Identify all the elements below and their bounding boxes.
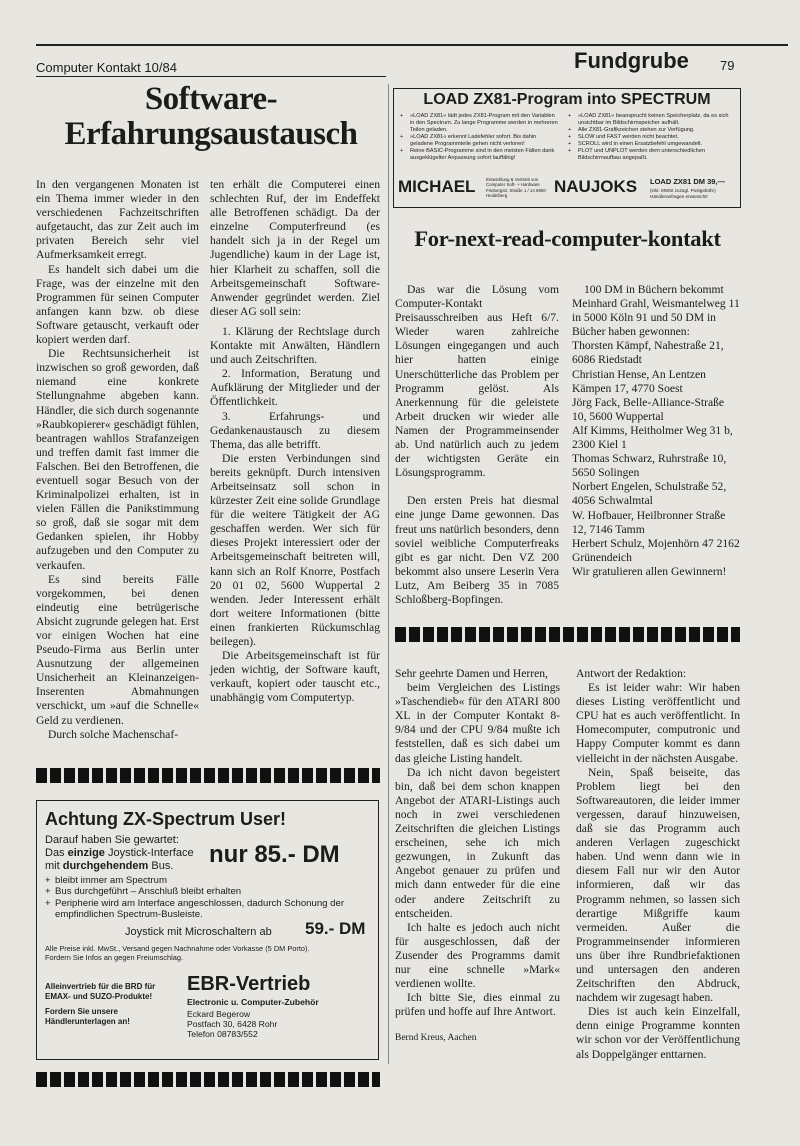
ad-ebr-left-info bbox=[45, 982, 170, 1026]
ad-ebr-headline: Achtung ZX-Spectrum User! bbox=[45, 809, 287, 829]
ad-ebr-bullets bbox=[45, 875, 365, 921]
ad-ebr-notes bbox=[45, 944, 370, 962]
winner: W. Hofbauer, Heilbronner Straße 12, 7146 Tamm bbox=[572, 508, 726, 536]
ad-ebr bbox=[36, 800, 379, 1060]
ad-ebr-intro-line2: Das einzige Joystick-Interface bbox=[45, 847, 194, 859]
ad-zx81-name-first: MICHAEL bbox=[398, 177, 476, 196]
top-rule bbox=[36, 44, 788, 46]
reply-heading: Antwort der Redaktion: bbox=[576, 667, 687, 680]
ad-zx81 bbox=[393, 88, 741, 208]
article1-title-line2: Erfahrungsaustausch bbox=[64, 116, 358, 152]
ad-ebr-company: EBR-Vertrieb bbox=[187, 973, 311, 995]
paragraph: Es handelt sich dabei um die Frage, was der einzelne mit den Programmen für seinen Computer anfangen kann bzw. ob diese Software getauscht, verkauft oder kopiert werden darf. bbox=[36, 262, 199, 347]
paragraph: Es ist leider wahr: Wir haben dieses Listing veröffentlicht und CPU hat es auch veröffentlicht. In Homecomputer, computronic und Happy Computer kommt es dann vielleicht in der nächsten Ausgabe. bbox=[576, 681, 740, 765]
ad-zx81-right-list bbox=[568, 113, 734, 162]
closing: Wir gratulieren allen Gewinnern! bbox=[572, 564, 727, 578]
list-item: + bleibt immer am Spectrum bbox=[45, 875, 167, 886]
paragraph: Die Rechtsunsicherheit ist inzwischen so groß geworden, daß niemand eine konkrete Stellungnahme abgeben kann. Händler, die sich durch sogenannte »Raubkopierer« geschädigt fühlen, beantragen wahllos Strafanzeigen und treffen damit fast immer die Falschen. Bei den Betroffenen, die eventuell sogar Besuch von der Kriminalpolizei erhalten, ist in vielen Fällen die Panikstimmung so groß, daß sie sogar mit dem Gedanken spielen, ihr Hobby aufzugeben und den Computer zu verkaufen. bbox=[36, 347, 199, 572]
paragraph: 100 DM in Büchern bekommt Meinhard Grahl, Weismantelweg 11 in 5000 Köln 91 und 50 DM in Bücher haben gewonnen: bbox=[572, 283, 740, 339]
article2-column2 bbox=[572, 283, 740, 579]
ad-zx81-address: Entwicklung & Vertrieb von Computer Soft- + Hardware Friebergstr. Straße 1 / 14 6900 Heidelberg bbox=[486, 177, 546, 199]
signature: Bernd Kreus, Aachen bbox=[395, 1033, 477, 1044]
winner: Alf Kimms, Heitholmer Weg 31 b, 2300 Kiel 1 bbox=[572, 423, 733, 452]
ad-ebr-contact-name: Eckard Begerow bbox=[187, 1009, 251, 1019]
article1-column1 bbox=[36, 178, 199, 742]
header-underline bbox=[36, 76, 386, 77]
ad-ebr-intro-line1: Darauf haben Sie gewartet: bbox=[45, 834, 179, 846]
paragraph: Durch solche Machenschaf- bbox=[48, 727, 179, 741]
article1-title bbox=[36, 82, 386, 152]
winner: Christian Hense, An Lentzen Kämpen 17, 4770 Soest bbox=[572, 367, 706, 395]
ad-ebr-intro bbox=[45, 834, 194, 873]
ad-ebr-note1: Alle Preise inkl. MwSt., Versand gegen Nachnahme oder Vorkasse (5 DM Porto). bbox=[45, 944, 310, 953]
paragraph: beim Vergleichen des Listings »Taschendieb« für den ATARI 800 XL in der Computer Kontakt 8-9/84 und der CPU 9/84 mußte ich feststellen, daß es sich dabei um das gleiche Listing handelt. bbox=[395, 681, 560, 765]
ad-ebr-intro-line3: mit durchgehendem Bus. bbox=[45, 860, 174, 872]
ad-ebr-price1: nur 85.- DM bbox=[209, 841, 340, 868]
ad-ebr-contact-address: Postfach 30, 6428 Rohr bbox=[187, 1019, 278, 1030]
ad-ebr-price2-label: Joystick mit Microschaltern ab bbox=[125, 926, 272, 938]
winner: Norbert Engelen, Schulstraße 52, 4056 Schwalmtal bbox=[572, 480, 727, 508]
column-divider bbox=[388, 84, 389, 1064]
list-item: + Alle ZX81-Grafikzeichen stehen zur Verfügung. bbox=[568, 127, 695, 133]
paragraph: Nein, Spaß beiseite, das Problem liegt bei den Softwareautoren, die leider immer vergessen, darauf hinzuweisen, daß sie das Programm auch anderen Verlagen zugeschickt haben. Und wenn dann wie in diesem Fall nur wir den Autor informieren, daß wir das Programm nehmen, so lassen sich derartige Mißgriffe kaum vermeiden. Außer die Programmeinsender informieren uns über ihre Rundbriefaktionen und untersagen den anderen Zeitschriften den Abdruck, nachdem wir zugesagt haben. bbox=[576, 765, 740, 1005]
paragraph: Dies ist auch kein Einzelfall, denn einige Programme konnten wir schon vor der Veröffentlichung als Doppelgänger enttarnen. bbox=[576, 1005, 740, 1061]
ad-zx81-name-last: NAUJOKS bbox=[554, 177, 638, 196]
paragraph: ten erhält die Computerei einen schlechten Ruf, der im Endeffekt alle Betroffenen schädigt. Da der einzelne Computerfreund (es handelt sich ja in der Regel um Jugendliche) kaum in der Lage ist, hier Klarheit zu schaffen, soll die Arbeitsgemeinschaft Software-Anwender gegründet werden. Ziel dieser AG soll sein: bbox=[210, 178, 380, 318]
ad-zx81-title: LOAD ZX81-Program into SPECTRUM bbox=[423, 91, 711, 108]
ad-ebr-company-sub: Electronic u. Computer-Zubehör bbox=[187, 997, 319, 1007]
salutation: Sehr geehrte Damen und Herren, bbox=[395, 667, 548, 680]
winner: Herbert Schulz, Mojenhörn 47 2162 Grünendeich bbox=[572, 536, 740, 564]
paragraph: Das war die Lösung vom Computer-Kontakt Preisausschreiben aus Heft 6/7. Wieder waren zahlreiche Lösungen eingegangen und auch hier hatten einige Unerschütterliche das Problem per Programm gelöst. Als Anerkennung für die geleistete Arbeit drucken wir wieder alle Namen der Programmeinsender ab. Und natürlich auch zu jedem der wichtigsten Geräte ein Lösungsprogramm. bbox=[395, 283, 559, 480]
letter-column1 bbox=[395, 667, 560, 1045]
list-item: 3. Erfahrungs- und Gedankenaustausch zu diesem Thema, das alle betrifft. bbox=[210, 409, 380, 451]
list-item: + Reine BASIC-Programme sind in den meisten Fällen dank ausgeklügelter Anpassung sofort lauffähig! bbox=[400, 148, 555, 161]
ad-ebr-contact bbox=[187, 1009, 277, 1040]
list-item: + »LOAD ZX81« erkennt Ladefehler sofort. Bis dahin geladene Programmteile gehen nicht verloren! bbox=[400, 134, 537, 147]
section-title: Fundgrube bbox=[574, 48, 689, 73]
ad-ebr-left1: Alleinvertrieb für die BRD für EMAX- und SUZO-Produkte! bbox=[45, 982, 156, 1001]
paragraph: In den vergangenen Monaten ist ein Thema immer wieder in den verschiedenen Fachzeitschriften aufgetaucht, das zur Zeit auch im privaten Bereich sehr viel Aufmerksamkeit erregt. bbox=[36, 178, 199, 262]
paragraph: Den ersten Preis hat diesmal eine junge Dame gewonnen. Das freut uns natürlich besonders, denn soviel weibliche Computerfreaks gibt es gar nicht. Den VZ 200 bekommt also unsere Leserin Vera Lutz, Am Beiberg 35 in 7085 Schloßberg-Bopfingen. bbox=[395, 494, 559, 606]
magazine-issue: Computer Kontakt 10/84 bbox=[36, 60, 177, 75]
winner: Jörg Fack, Belle-Alliance-Straße 10, 5600 Wuppertal bbox=[572, 395, 725, 423]
paragraph: Da ich nicht davon begeistert bin, daß bei dem schon knappen Angebot der ATARI-Listings auch noch in zwei verschiedenen Zeitschriften die gleichen Listings erscheinen, sehe ich mich gezwungen, in Zukunft das Angebot genauer zu prüfen und mich dann entweder für die eine oder andere Zeitschrift zu entscheiden. bbox=[395, 765, 560, 920]
list-item: 1. Klärung der Rechtslage durch Kontakte mit Anwälten, Händlern und auch Zeitschriften. bbox=[210, 324, 380, 367]
article2-column1 bbox=[395, 283, 559, 607]
winner: Thorsten Kämpf, Nahestraße 21, 6086 Riedstadt bbox=[572, 339, 724, 367]
ad-zx81-price: LOAD ZX81 DM 39,— bbox=[650, 177, 726, 186]
list-item: + »LOAD ZX81« beansprucht keinen Speicherplatz, da es sich unsichtbar im Bildschirmspeicher aufhält. bbox=[568, 113, 729, 126]
article2-title: For-next-read-computer-kontakt bbox=[414, 226, 721, 251]
ad-zx81-left-list bbox=[400, 113, 558, 162]
list-item: + SLOW und FAST werden nicht beachtet. bbox=[568, 134, 679, 140]
list-item: 2. Information, Beratung und Aufklärung der Mitglieder und der Öffentlichkeit. bbox=[210, 367, 380, 409]
list-item: + Peripherie wird am Interface angeschlossen, dadurch Schonung der empfindlichen Spectrum-Busleiste. bbox=[45, 897, 345, 921]
list-item: + SCROLL wird in einen Ersatzbefehl umgewandelt. bbox=[568, 141, 703, 147]
letter-column2 bbox=[576, 667, 740, 1062]
ad-ebr-note2: Fordern Sie Infos an gegen Freiumschlag. bbox=[45, 953, 184, 962]
paragraph: Die ersten Verbindungen sind bereits geknüpft. Durch intensiven Arbeitseinsatz soll schon in kürzester Zeit eine solide Grundlage für die weitere Tätigkeit der AG geschaffen werden. Wer sich für dieses Projekt interessiert oder der Arbeitsgemeinschaft beitreten will, kann sich an Rolf Knorre, Postfach 20 01 02, 5600 Wuppertal 2 wenden. Jeder Interessent erhält dort weitere Informationen (bitte einen frankierten Rückumschlag beilegen). bbox=[210, 451, 380, 648]
paragraph: Ich bitte Sie, dies einmal zu prüfen und hoffe auf Ihre Antwort. bbox=[395, 991, 560, 1019]
list-item: + PLOT und UNPLOT werden dem unterschiedlichen Bildschirmaufbau angepaßt. bbox=[568, 148, 705, 161]
article1-column2 bbox=[210, 178, 380, 705]
ad-zx81-price-note: (inkl. MWSt zuzügl. Postgebühr) Händleranfragen erwünscht! bbox=[650, 188, 716, 199]
ad-ebr-price2: 59.- DM bbox=[305, 919, 366, 938]
paragraph: Es sind bereits Fälle vorgekommen, bei denen eindeutig eine betrügerische Absicht zugrunde gelegen hat. Erst vor einigen Wochen hat eine Pseudo-Firma aus Berlin unter Ausnutzung der allgemeinen Unsicherheit an Kleinanzeigen-Inserenten Abmahnungen verschickt, um »auf die Schnelle« Geld zu verdienen. bbox=[36, 572, 199, 727]
list-item: + Bus durchgeführt – Anschluß bleibt erhalten bbox=[45, 886, 242, 898]
separator-bar-left-bottom bbox=[36, 1072, 380, 1087]
article1-title-line1: Software- bbox=[144, 81, 278, 117]
separator-bar-right bbox=[395, 627, 740, 642]
paragraph: Ich halte es jedoch auch nicht für ausgeschlossen, daß der Zusender des Programms damit nur eine schnelle »Mark« verdienen wollte. bbox=[395, 920, 560, 991]
separator-bar-left-top bbox=[36, 768, 380, 783]
page-number: 79 bbox=[720, 58, 735, 73]
ad-ebr-left2: Fordern Sie unsere Händlerunterlagen an! bbox=[45, 1007, 130, 1026]
paragraph: Die Arbeitsgemeinschaft ist für jeden wichtig, der Software kauft, verkauft, kopiert oder tauscht etc., unabhängig vom Computertyp. bbox=[210, 649, 380, 705]
list-item: + »LOAD ZX81« lädt jedes ZX81-Program mit den Variablen in den Spectrum. Zu lange Programme werden in mehreren Teilen geladen. bbox=[400, 113, 558, 133]
winner: Thomas Schwarz, Ruhrstraße 10, 5650 Solingen bbox=[572, 452, 727, 480]
ad-ebr-contact-phone: Telefon 08783/552 bbox=[187, 1029, 258, 1040]
